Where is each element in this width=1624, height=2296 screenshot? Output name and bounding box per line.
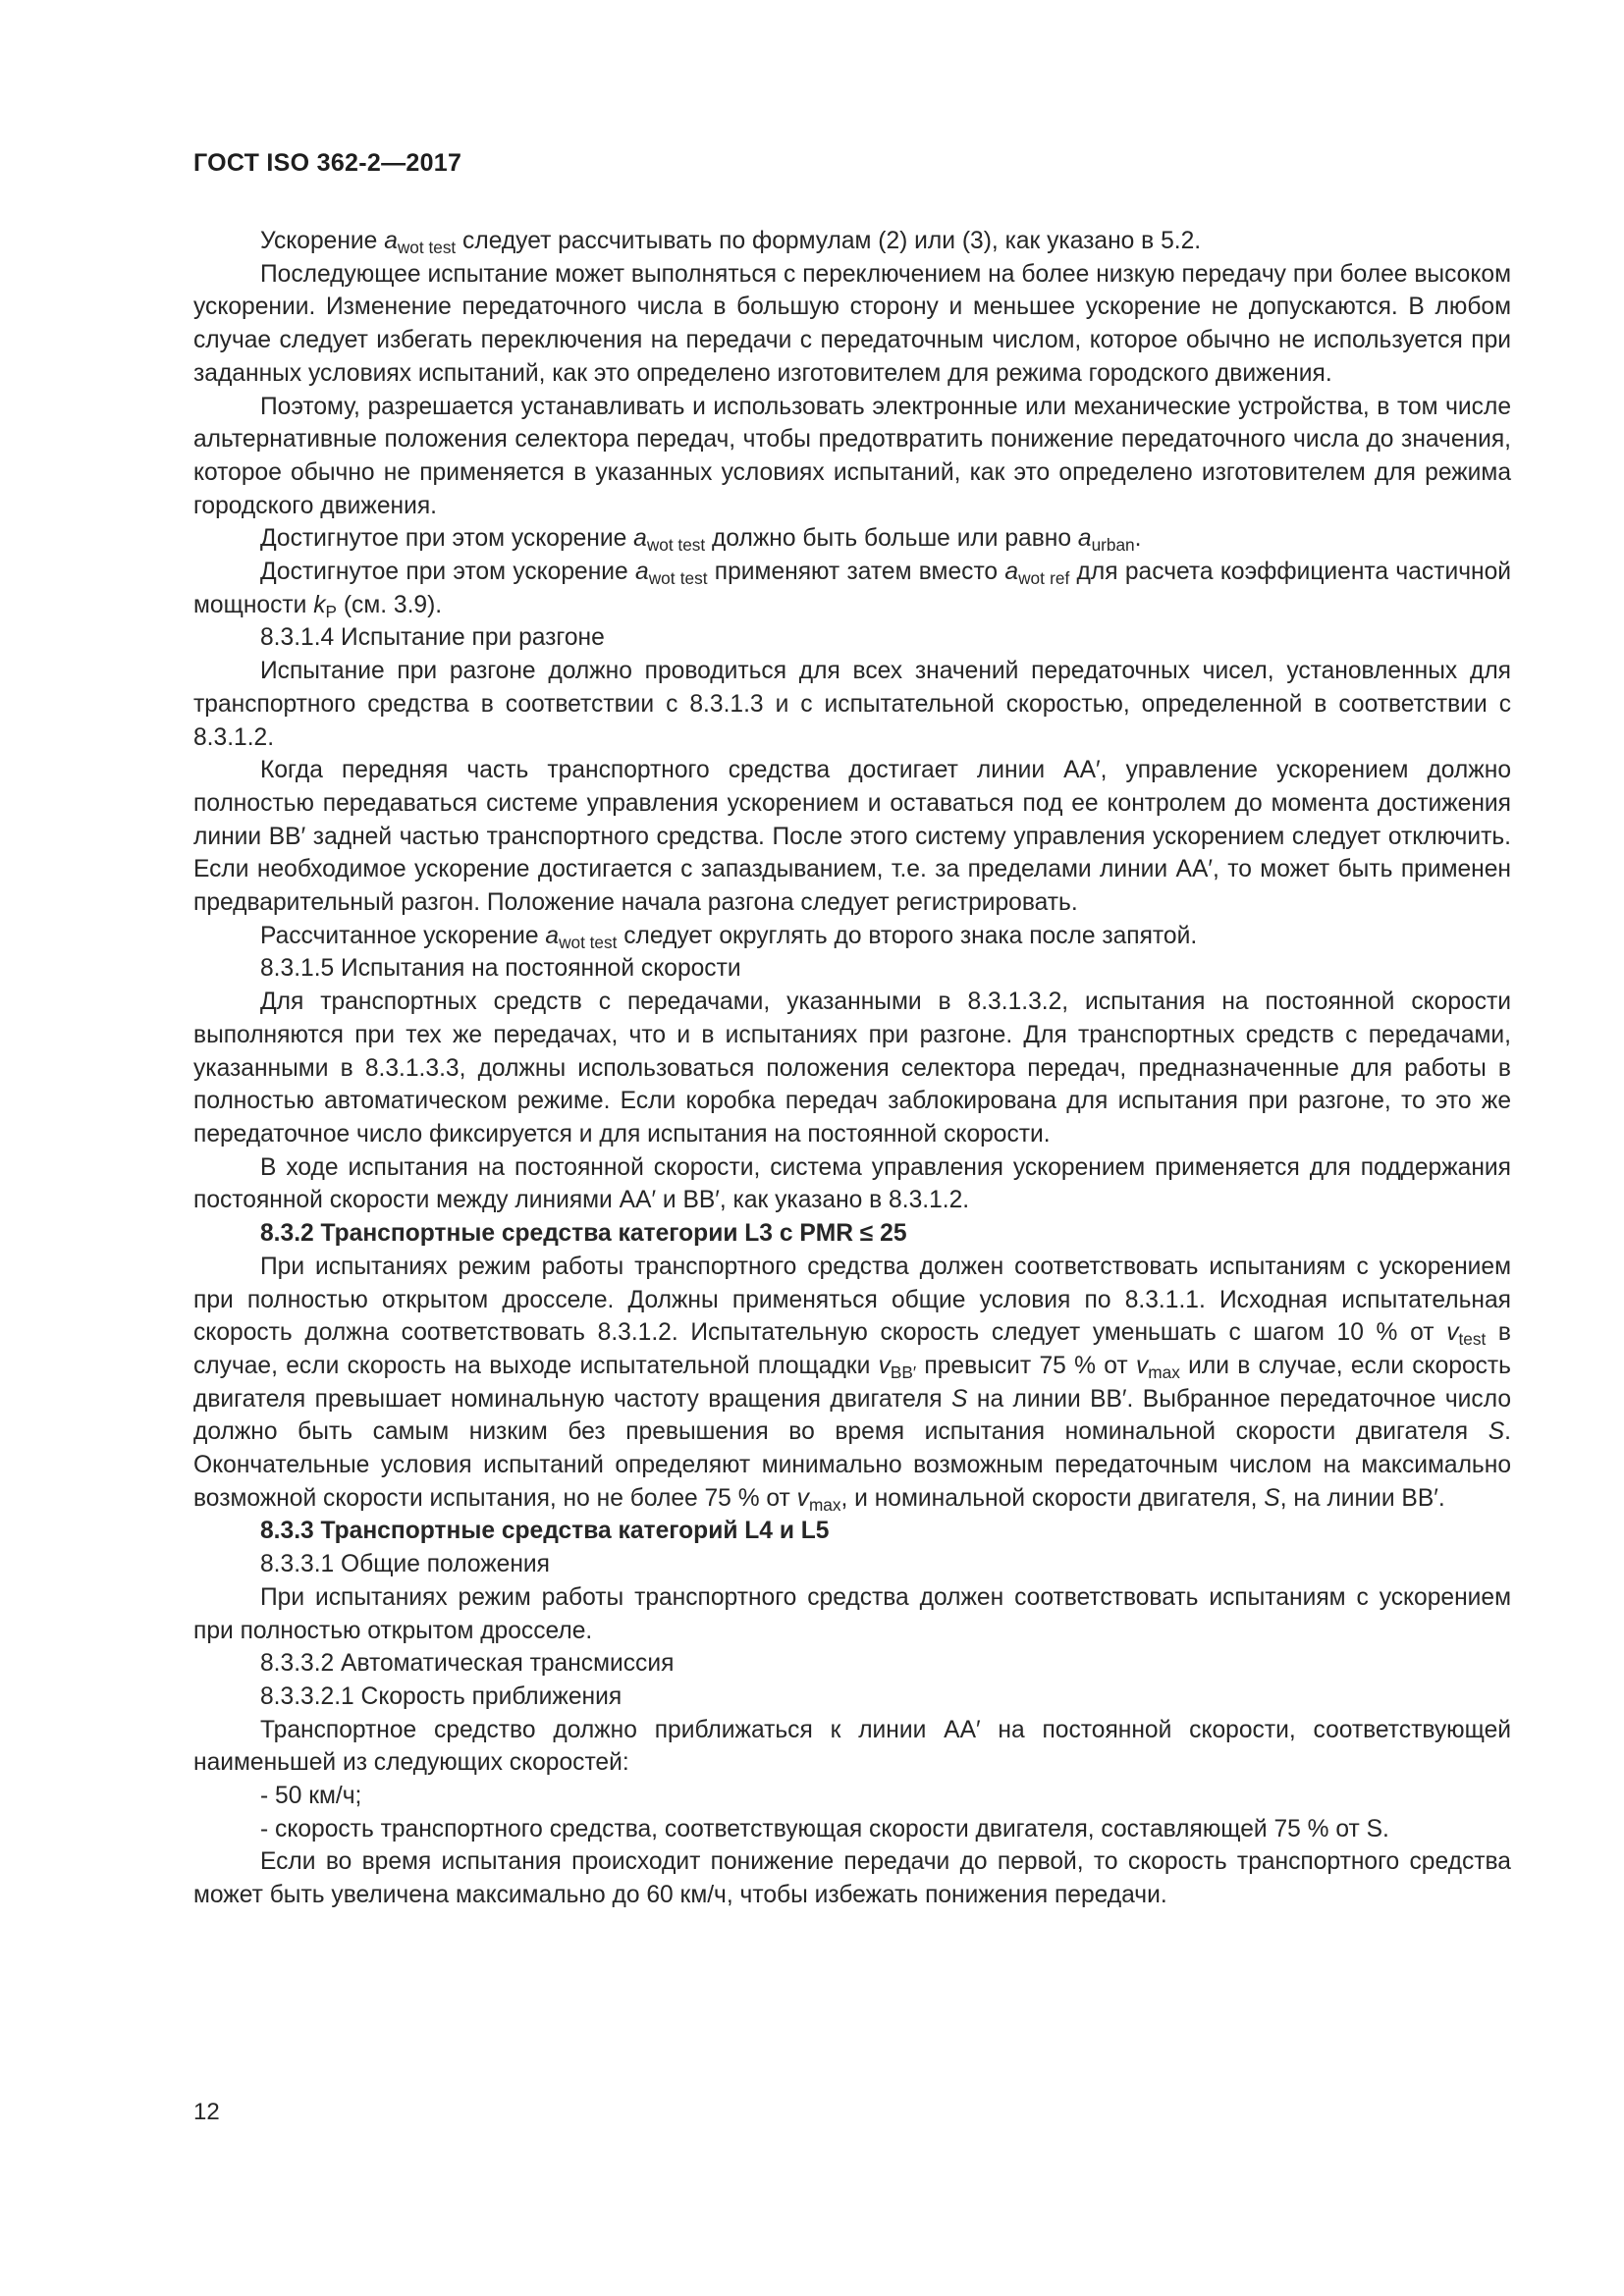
paragraph-p4 [193, 522, 1511, 556]
text-run: (см. 3.9). [337, 591, 443, 618]
paragraph-p11 [193, 986, 1511, 1151]
text-run: в случае, если скорость на выходе испытательной площадки [193, 1319, 1511, 1379]
italic-symbol: S [951, 1385, 968, 1413]
text-run: - скорость транспортного средства, соответствующая скорости двигателя, составляющей 75 % от S. [260, 1815, 1389, 1842]
subscript: urban [1091, 535, 1135, 556]
paragraph-p9 [193, 920, 1511, 953]
paragraph-p2 [193, 258, 1511, 391]
subscript: wot test [646, 535, 706, 556]
paragraph-p22 [193, 1813, 1511, 1846]
paragraph-p18 [193, 1647, 1511, 1681]
page-number: 12 [193, 2099, 220, 2125]
text-run: 8.3.3.2 Автоматическая трансмиссия [260, 1650, 675, 1678]
subscript: P [325, 601, 338, 621]
text-run: . Окончательные условия испытаний определяют минимально возможным передаточным числом на максимально возможной скорости испытания, но не более 75 % от [193, 1418, 1511, 1512]
italic-symbol: k [313, 591, 326, 618]
standard-header: ГОСТ ISO 362-2—2017 [193, 149, 462, 177]
paragraph-p19 [193, 1681, 1511, 1714]
text-run: Когда передняя часть транспортного средства достигает линии АА′, управление ускорением должно полностью передаваться системе управления ускорением и оставаться под ее контролем до момента достижения линии ВВ′ задней частью транспортного средства. После этого систему управления ускорением следует отключить. Если необходимое ускорение достигается с запаздыванием, т.е. за пределами линии АА′, то может быть применен предварительный разгон. Положение начала разгона следует регистрировать. [193, 757, 1511, 917]
text-run: . [1134, 525, 1142, 553]
paragraph-p1 [193, 225, 1511, 258]
text-run: Достигнутое при этом ускорение [260, 525, 634, 553]
paragraph-p5 [193, 556, 1511, 621]
paragraph-p23 [193, 1845, 1511, 1911]
text-run: для расчета коэффициента частичной мощности [193, 559, 1511, 618]
italic-symbol: a [545, 922, 560, 949]
subscript: BB′ [890, 1362, 917, 1382]
text-run: 8.3.1.4 Испытание при разгоне [260, 624, 605, 652]
subscript: wot test [648, 567, 708, 588]
text-run: на линии ВВ′. Выбранное передаточное число должно быть самым низким без превышения во время испытания номинальной скорости двигателя [193, 1385, 1511, 1446]
text-run: 8.3.3 Транспортные средства категорий L4 и L5 [260, 1518, 830, 1545]
text-run: 8.3.2 Транспортные средства категории L3 с PMR ≤ 25 [260, 1220, 907, 1248]
text-run: , и номинальной скорости двигателя, [840, 1484, 1265, 1512]
text-run: следует рассчитывать по формулам (2) или (3), как указано в 5.2. [456, 228, 1202, 254]
text-run: или в случае, если скорость двигателя превышает номинальную частоту вращения двигателя [193, 1352, 1511, 1413]
italic-symbol: a [384, 228, 398, 254]
text-run: , на линии ВВ′. [1279, 1484, 1445, 1512]
paragraph-p13 [193, 1217, 1511, 1251]
text-run: Если во время испытания происходит понижение передачи до первой, то скорость транспортного средства может быть увеличена максимально до 60 км/ч, чтобы избежать понижения передачи. [193, 1848, 1511, 1909]
paragraph-p20 [193, 1714, 1511, 1780]
italic-symbol: v [796, 1484, 809, 1512]
document-body [193, 225, 1511, 1912]
text-run: При испытаниях режим работы транспортного средства должен соответствовать испытаниям с ускорением при полностью открытом дросселе. Должны применяться общие условия по 8.3.1.1. Исходная испытательная скорость должна соответствовать 8.3.1.2. Испытательную скорость следует уменьшать с шагом 10 % от [193, 1253, 1511, 1347]
text-run: Достигнутое при этом ускорение [260, 559, 635, 586]
text-run: Последующее испытание может выполняться с переключением на более низкую передачу при более высоком ускорении. Изменение передаточного числа в большую сторону и меньшее ускорение не допускаются. В любом случае следует избегать переключения на передачи с передаточным числом, которое обычно не используется при заданных условиях испытаний, как это определено изготовителем для режима городского движения. [193, 260, 1511, 387]
paragraph-p7 [193, 655, 1511, 754]
text-run: Поэтому, разрешается устанавливать и использовать электронные или механические устройства, в том числе альтернативные положения селектора передач, чтобы предотвратить понижение передаточного числа до значения, которое обычно не применяется в указанных условиях испытаний, как это определено изготовителем для режима городского движения. [193, 393, 1511, 519]
text-run: применяют затем вместо [707, 559, 1005, 586]
text-run: Для транспортных средств с передачами, указанными в 8.3.1.3.2, испытания на постоянной скорости выполняются при тех же передачах, что и в испытаниях при разгоне. Для транспортных средств с передачами, указанными в 8.3.1.3.3, должны использоваться положения селектора передач, предназначенные для работы в полностью автоматическом режиме. Если коробка передач заблокирована для испытания при разгоне, то это же передаточное число фиксируется и для испытания на постоянной скорости. [193, 988, 1511, 1148]
text-run: должно быть больше или равно [705, 525, 1078, 553]
text-run: Ускорение [260, 228, 385, 254]
text-run: Транспортное средство должно приближаться к линии АА′ на постоянной скорости, соответствующей наименьшей из следующих скоростей: [193, 1716, 1511, 1777]
italic-symbol: a [633, 525, 647, 553]
paragraph-p16 [193, 1548, 1511, 1581]
italic-symbol: a [1077, 525, 1092, 553]
text-run: В ходе испытания на постоянной скорости, система управления ускорением применяется для поддержания постоянной скорости между линиями АА′ и ВВ′, как указано в 8.3.1.2. [193, 1153, 1511, 1214]
paragraph-p6 [193, 621, 1511, 655]
text-run: 8.3.3.1 Общие положения [260, 1551, 550, 1578]
italic-symbol: a [1004, 559, 1019, 586]
paragraph-p8 [193, 754, 1511, 920]
subscript: test [1458, 1329, 1487, 1350]
paragraph-p10 [193, 952, 1511, 986]
paragraph-p3 [193, 391, 1511, 523]
italic-symbol: S [1488, 1418, 1505, 1446]
italic-symbol: S [1264, 1484, 1280, 1512]
text-run: следует округлять до второго знака после запятой. [617, 922, 1198, 949]
subscript: wot ref [1018, 567, 1070, 588]
text-run: Испытание при разгоне должно проводиться для всех значений передаточных чисел, установленных для транспортного средства в соответствии с 8.3.1.3 и с испытательной скоростью, определенной в соответствии с 8.3.1.2. [193, 658, 1511, 751]
paragraph-p17 [193, 1581, 1511, 1647]
paragraph-p12 [193, 1151, 1511, 1217]
italic-symbol: a [635, 559, 649, 586]
text-run: - 50 км/ч; [260, 1783, 362, 1810]
italic-symbol: v [878, 1352, 891, 1379]
italic-symbol: v [1446, 1319, 1459, 1347]
italic-symbol: v [1136, 1352, 1149, 1379]
text-run: 8.3.1.5 Испытания на постоянной скорости [260, 955, 741, 983]
subscript: max [808, 1494, 841, 1515]
subscript: max [1148, 1362, 1180, 1382]
text-run: 8.3.3.2.1 Скорость приближения [260, 1682, 623, 1710]
paragraph-p21 [193, 1780, 1511, 1813]
paragraph-p15 [193, 1515, 1511, 1548]
text-run: превысит 75 % от [916, 1352, 1136, 1379]
text-run: Рассчитанное ускорение [260, 922, 546, 949]
text-run: При испытаниях режим работы транспортного средства должен соответствовать испытаниям с ускорением при полностью открытом дросселе. [193, 1583, 1511, 1644]
paragraph-p14 [193, 1251, 1511, 1516]
subscript: wot test [559, 932, 618, 952]
subscript: wot test [397, 237, 457, 257]
